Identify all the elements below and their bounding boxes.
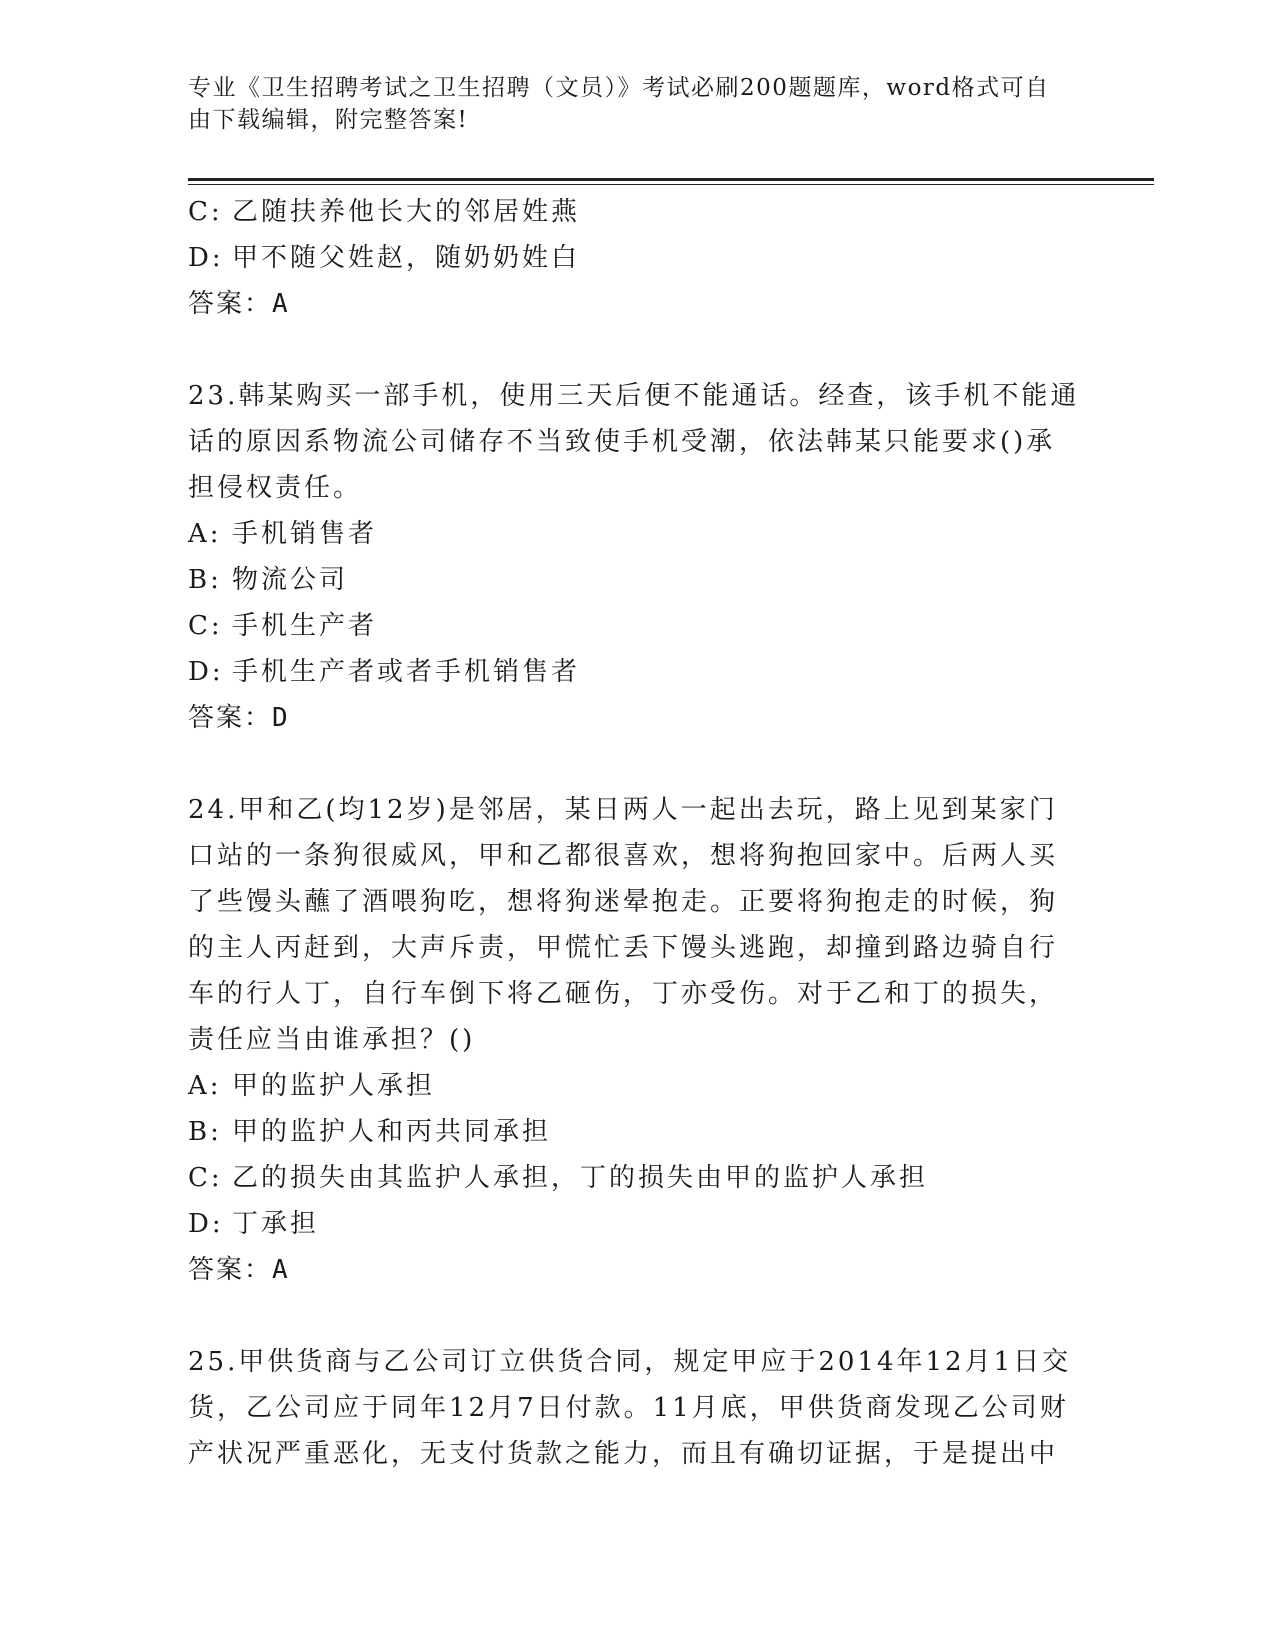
option-text: 甲的监护人承担 <box>232 1071 436 1101</box>
option-label: B: <box>188 1117 222 1147</box>
header-title-line-2: 由下载编辑，附完整答案! <box>188 107 469 133</box>
question-text-line: 了些馒头蘸了酒喂狗吃，想将狗迷晕抱走。正要将狗抱走的时候，狗 <box>188 887 1059 917</box>
document-header <box>188 72 1068 136</box>
answer-label: 答案： <box>188 703 273 733</box>
option-text: 物流公司 <box>232 565 349 595</box>
question-text-line: 24.甲和乙(均12岁)是邻居，某日两人一起出去玩，路上见到某家门 <box>188 795 1058 825</box>
option-c <box>188 603 1078 649</box>
option-b <box>188 1109 1078 1155</box>
option-c <box>188 189 1078 235</box>
header-rule-thin <box>188 184 1154 185</box>
answer <box>188 281 1078 327</box>
answer <box>188 1247 1078 1293</box>
answer <box>188 695 1078 741</box>
option-d <box>188 235 1078 281</box>
question-text-line: 担侵权责任。 <box>188 473 363 503</box>
question-text-line: 车的行人丁，自行车倒下将乙砸伤，丁亦受伤。对于乙和丁的损失， <box>188 979 1059 1009</box>
option-text: 甲不随父姓赵，随奶奶姓白 <box>232 243 581 273</box>
question-text-line: 23.韩某购买一部手机，使用三天后便不能通话。经查，该手机不能通 <box>188 381 1080 411</box>
option-label: C: <box>188 1163 223 1193</box>
option-b <box>188 557 1078 603</box>
header-title-line-1: 专业《卫生招聘考试之卫生招聘（文员）》考试必刷200题题库，word格式可自 <box>188 75 1050 101</box>
option-text: 乙的损失由其监护人承担，丁的损失由甲的监护人承担 <box>232 1163 929 1193</box>
answer-label: 答案： <box>188 1255 273 1285</box>
option-a <box>188 1063 1078 1109</box>
option-label: D: <box>188 657 224 687</box>
option-text: 甲的监护人和丙共同承担 <box>232 1117 552 1147</box>
option-c <box>188 1155 1078 1201</box>
option-label: A: <box>188 1071 222 1101</box>
document-body <box>188 189 1078 1477</box>
option-d <box>188 1201 1078 1247</box>
option-label: A: <box>188 519 222 549</box>
option-text: 手机生产者 <box>232 611 378 641</box>
answer-label: 答案： <box>188 289 273 319</box>
header-rule-thick <box>188 178 1154 181</box>
question-text-line: 产状况严重恶化，无支付货款之能力，而且有确切证据，于是提出中 <box>188 1439 1059 1469</box>
answer-value: D <box>272 703 290 733</box>
question-text-line: 25.甲供货商与乙公司订立供货合同，规定甲应于2014年12月1日交 <box>188 1347 1072 1377</box>
option-label: D: <box>188 1209 224 1239</box>
question-23 <box>188 373 1078 741</box>
question-text-line: 责任应当由谁承担？() <box>188 1025 476 1055</box>
question-text-line: 货，乙公司应于同年12月7日付款。11月底，甲供货商发现乙公司财 <box>188 1393 1069 1423</box>
option-text: 乙随扶养他长大的邻居姓燕 <box>232 197 581 227</box>
answer-value: A <box>272 289 290 319</box>
option-text: 丁承担 <box>232 1209 320 1239</box>
option-text: 手机生产者或者手机销售者 <box>232 657 581 687</box>
option-text: 手机销售者 <box>232 519 378 549</box>
question-24 <box>188 787 1078 1293</box>
answer-value: A <box>272 1255 290 1285</box>
option-a <box>188 511 1078 557</box>
option-label: B: <box>188 565 222 595</box>
question-text-line: 口站的一条狗很威风，甲和乙都很喜欢，想将狗抱回家中。后两人买 <box>188 841 1059 871</box>
question-22 <box>188 189 1078 327</box>
option-label: C: <box>188 197 223 227</box>
question-text-line: 话的原因系物流公司储存不当致使手机受潮，依法韩某只能要求()承 <box>188 427 1056 457</box>
option-label: D: <box>188 243 224 273</box>
question-25 <box>188 1339 1078 1477</box>
option-d <box>188 649 1078 695</box>
option-label: C: <box>188 611 223 641</box>
question-text-line: 的主人丙赶到，大声斥责，甲慌忙丢下馒头逃跑，却撞到路边骑自行 <box>188 933 1059 963</box>
